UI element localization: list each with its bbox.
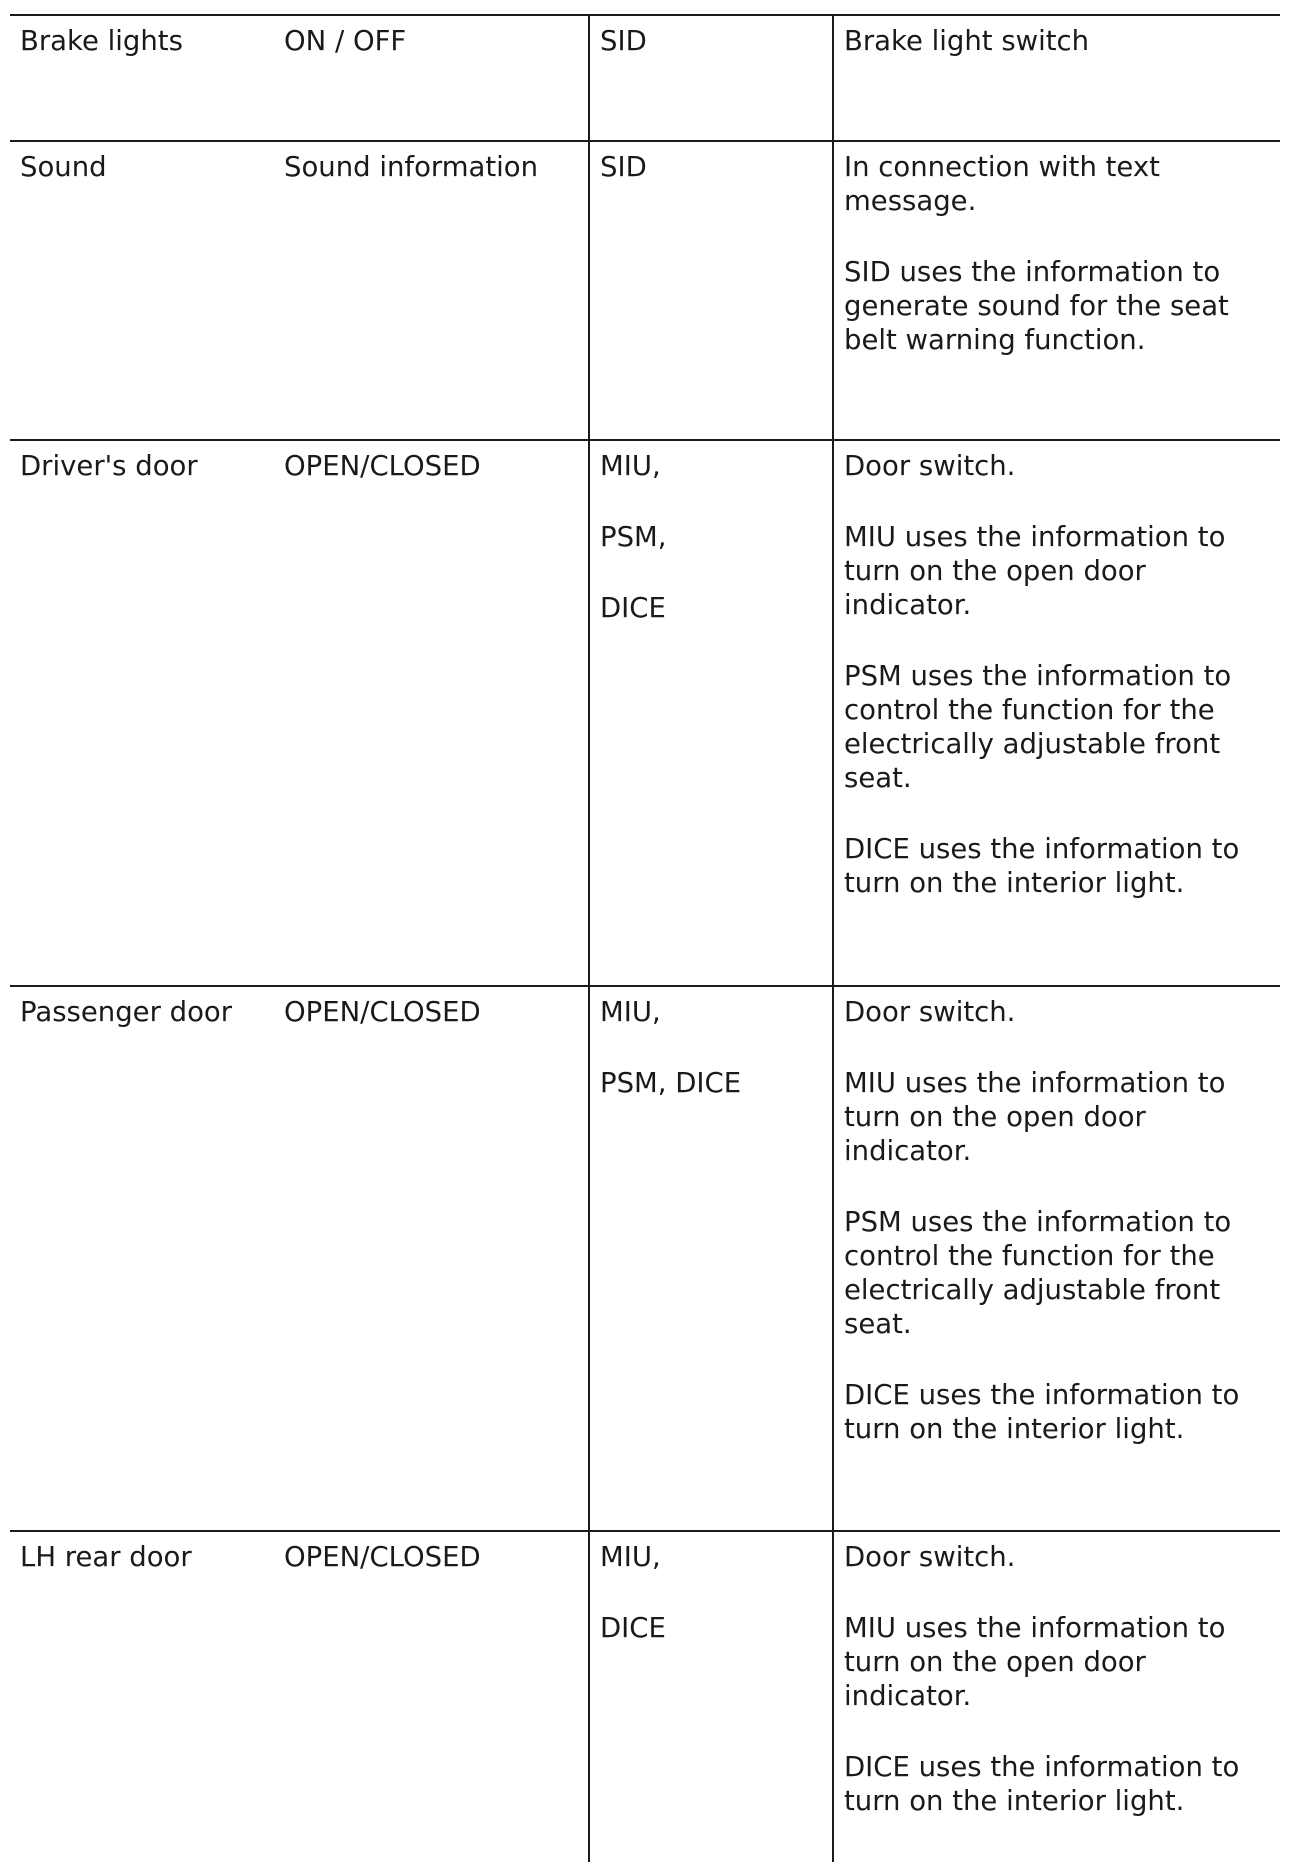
signal-name-cell <box>10 16 274 140</box>
signal-table <box>10 14 1280 1862</box>
table-row <box>10 1530 1280 1862</box>
signal-value-cell <box>274 142 588 439</box>
receiver-item: PSM, <box>600 521 667 553</box>
signal-name-cell <box>10 142 274 439</box>
receiver-item: SID <box>600 25 647 57</box>
signal-value: OPEN/CLOSED <box>284 1541 481 1573</box>
table-row <box>10 140 1280 439</box>
signal-value: OPEN/CLOSED <box>284 996 481 1028</box>
signal-name: Driver's door <box>20 450 198 482</box>
signal-value: Sound information <box>284 151 539 183</box>
description-paragraph: MIU uses the information to turn on the open door indicator. <box>844 1612 1226 1712</box>
description-cell <box>832 142 1280 439</box>
signal-value-cell <box>274 441 588 985</box>
signal-value-cell <box>274 1532 588 1862</box>
table-row <box>10 439 1280 985</box>
receivers-cell <box>588 1532 832 1862</box>
receiver-item: DICE <box>600 592 666 624</box>
signal-name-cell <box>10 1532 274 1862</box>
receivers-cell <box>588 441 832 985</box>
description-cell <box>832 1532 1280 1862</box>
description-paragraph: Door switch. <box>844 450 1016 482</box>
receiver-item: DICE <box>600 1612 666 1644</box>
signal-value: OPEN/CLOSED <box>284 450 481 482</box>
receiver-item: PSM, DICE <box>600 1067 742 1099</box>
description-paragraph: Brake light switch <box>844 25 1090 57</box>
receivers-cell <box>588 987 832 1530</box>
description-paragraph: PSM uses the information to control the function for the electrically adjustable front seat. <box>844 660 1232 794</box>
signal-value-cell <box>274 16 588 140</box>
description-paragraph: SID uses the information to generate sound for the seat belt warning function. <box>844 256 1229 356</box>
description-paragraph: In connection with text message. <box>844 151 1160 217</box>
signal-value: ON / OFF <box>284 25 407 57</box>
signal-name: LH rear door <box>20 1541 192 1573</box>
description-paragraph: Door switch. <box>844 1541 1016 1573</box>
receivers-cell <box>588 16 832 140</box>
receiver-item: SID <box>600 151 647 183</box>
signal-name: Brake lights <box>20 25 183 57</box>
description-paragraph: DICE uses the information to turn on the interior light. <box>844 1751 1240 1817</box>
receiver-item: MIU, <box>600 996 661 1028</box>
table-row <box>10 985 1280 1530</box>
signal-name-cell <box>10 987 274 1530</box>
description-cell <box>832 987 1280 1530</box>
description-paragraph: PSM uses the information to control the function for the electrically adjustable front seat. <box>844 1206 1232 1340</box>
description-paragraph: DICE uses the information to turn on the interior light. <box>844 833 1240 899</box>
description-cell <box>832 441 1280 985</box>
signal-name: Passenger door <box>20 996 233 1028</box>
description-paragraph: MIU uses the information to turn on the open door indicator. <box>844 1067 1226 1167</box>
receivers-cell <box>588 142 832 439</box>
receiver-item: MIU, <box>600 1541 661 1573</box>
signal-value-cell <box>274 987 588 1530</box>
description-cell <box>832 16 1280 140</box>
signal-name: Sound <box>20 151 107 183</box>
table-row <box>10 14 1280 140</box>
receiver-item: MIU, <box>600 450 661 482</box>
signal-name-cell <box>10 441 274 985</box>
description-paragraph: DICE uses the information to turn on the interior light. <box>844 1379 1240 1445</box>
description-paragraph: MIU uses the information to turn on the open door indicator. <box>844 521 1226 621</box>
description-paragraph: Door switch. <box>844 996 1016 1028</box>
